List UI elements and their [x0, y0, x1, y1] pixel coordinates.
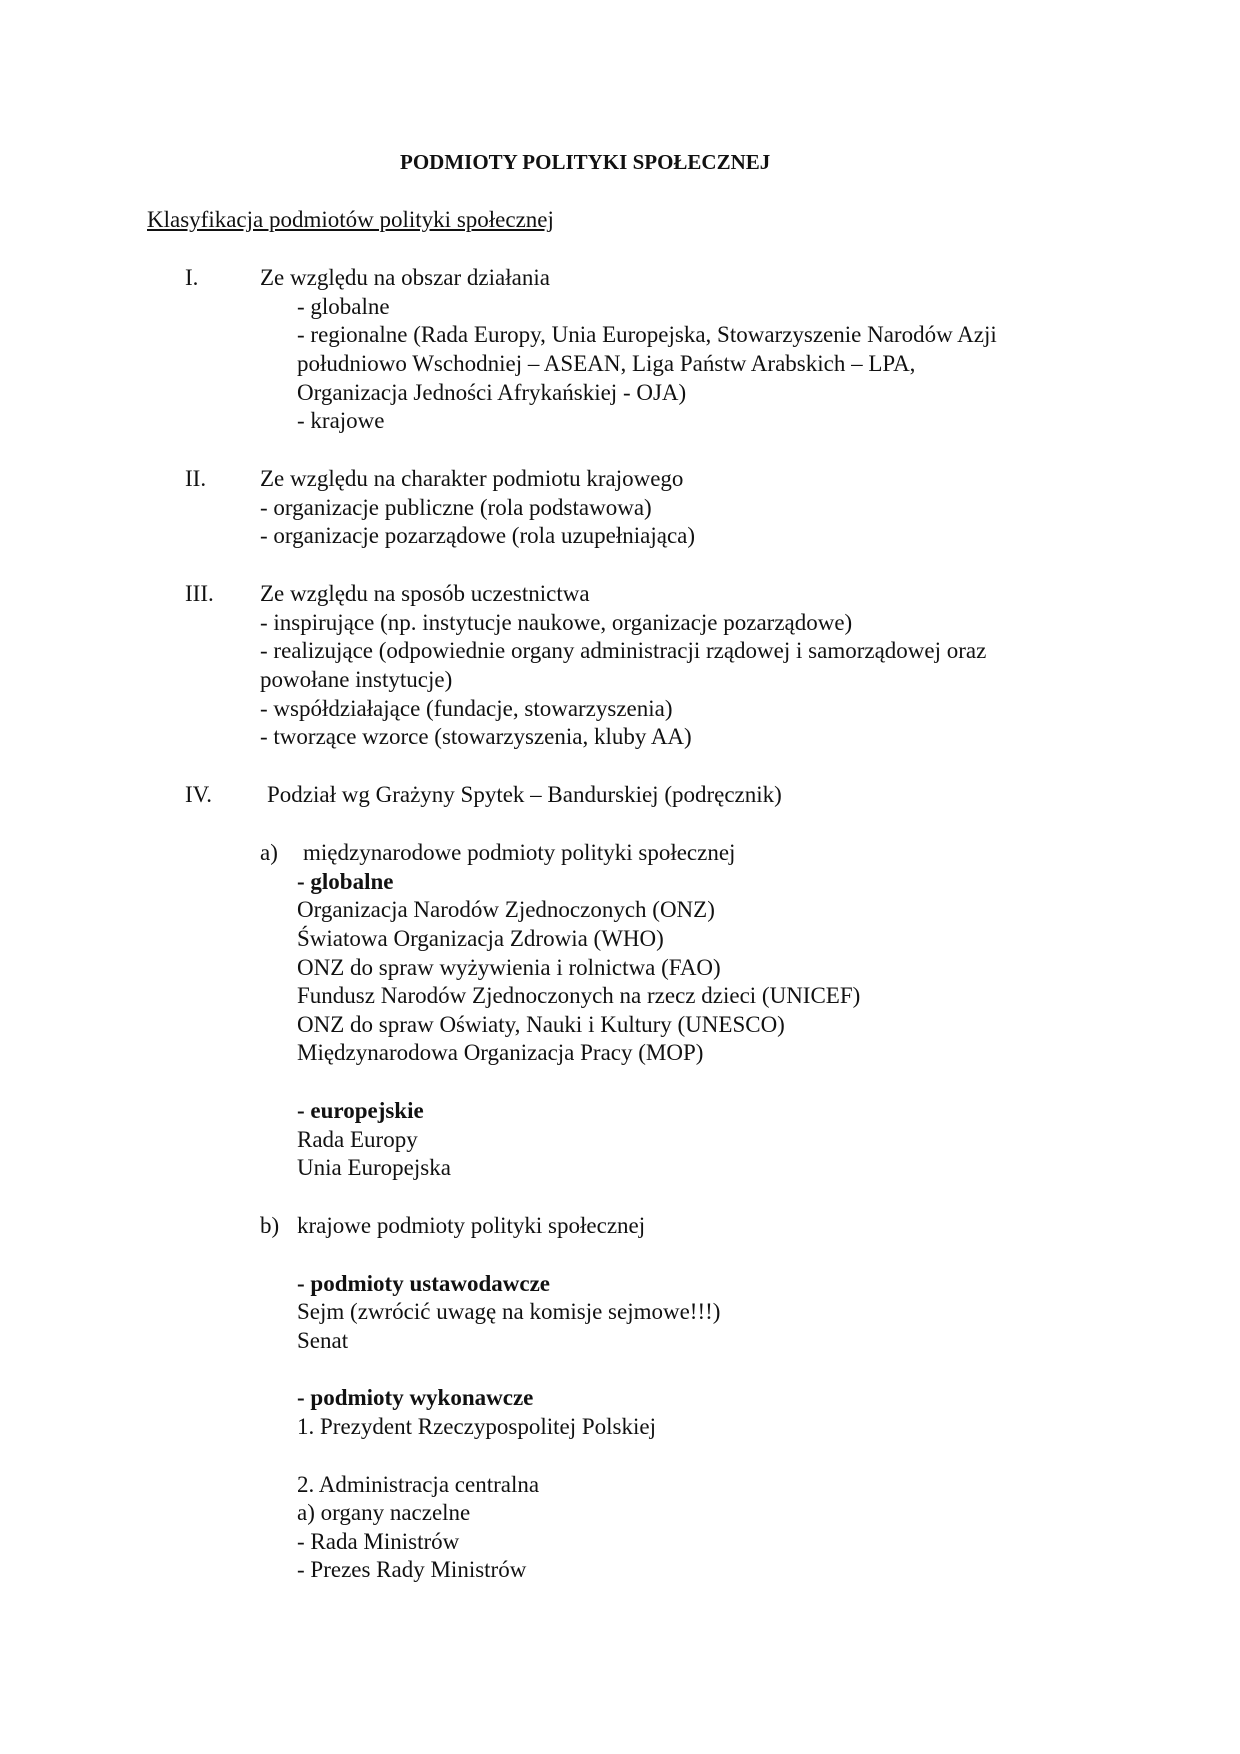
list-item: południowo Wschodniej – ASEAN, Liga Państw Arabskich – LPA,	[297, 351, 916, 376]
list-item: - krajowe	[297, 408, 385, 433]
subsection-letter: b)	[260, 1213, 280, 1238]
list-item: - organizacje publiczne (rola podstawowa)	[260, 495, 652, 520]
section-heading: Podział wg Grażyny Spytek – Bandurskiej (podręcznik)	[267, 782, 782, 807]
section-heading: Ze względu na obszar działania	[260, 265, 550, 290]
page-title: PODMIOTY POLITYKI SPOŁECZNEJ	[400, 150, 771, 174]
subsection-letter: a)	[260, 840, 278, 865]
list-item: - globalne	[297, 294, 390, 319]
section-number: III.	[185, 581, 214, 606]
list-item: - Rada Ministrów	[297, 1529, 460, 1554]
group-label-european: - europejskie	[297, 1098, 424, 1123]
list-item: Organizacja Jedności Afrykańskiej - OJA)	[297, 380, 687, 405]
list-item: ONZ do spraw Oświaty, Nauki i Kultury (UNESCO)	[297, 1012, 785, 1037]
group-label-executive: - podmioty wykonawcze	[297, 1385, 534, 1410]
section-heading: Ze względu na charakter podmiotu krajowego	[260, 466, 684, 491]
list-item: - Prezes Rady Ministrów	[297, 1557, 527, 1582]
list-item: Fundusz Narodów Zjednoczonych na rzecz dzieci (UNICEF)	[297, 983, 861, 1008]
list-item: a) organy naczelne	[297, 1500, 471, 1525]
subtitle: Klasyfikacja podmiotów polityki społecznej	[147, 207, 554, 232]
list-item: Sejm (zwrócić uwagę na komisje sejmowe!!!)	[297, 1299, 721, 1324]
section-number: IV.	[185, 782, 213, 807]
list-item: 1. Prezydent Rzeczypospolitej Polskiej	[297, 1414, 656, 1439]
section-heading: Ze względu na sposób uczestnictwa	[260, 581, 590, 606]
list-item: Senat	[297, 1328, 349, 1353]
group-label-legislative: - podmioty ustawodawcze	[297, 1271, 550, 1296]
list-item: - inspirujące (np. instytucje naukowe, organizacje pozarządowe)	[260, 610, 853, 635]
list-item: ONZ do spraw wyżywienia i rolnictwa (FAO)	[297, 955, 721, 980]
section-number: I.	[185, 265, 199, 290]
list-item: Rada Europy	[297, 1127, 418, 1152]
section-number: II.	[185, 466, 207, 491]
list-item: Organizacja Narodów Zjednoczonych (ONZ)	[297, 897, 715, 922]
list-item: - tworzące wzorce (stowarzyszenia, kluby AA)	[260, 724, 692, 749]
list-item: - regionalne (Rada Europy, Unia Europejska, Stowarzyszenie Narodów Azji	[297, 322, 997, 347]
list-item: Międzynarodowa Organizacja Pracy (MOP)	[297, 1040, 704, 1065]
list-item: powołane instytucje)	[260, 667, 453, 692]
list-item: Unia Europejska	[297, 1155, 451, 1180]
list-item: 2. Administracja centralna	[297, 1472, 540, 1497]
list-item: Światowa Organizacja Zdrowia (WHO)	[297, 926, 664, 951]
subsection-heading: krajowe podmioty polityki społecznej	[297, 1213, 646, 1238]
group-label-global: - globalne	[297, 869, 394, 894]
list-item: - organizacje pozarządowe (rola uzupełniająca)	[260, 523, 696, 548]
subsection-heading: międzynarodowe podmioty polityki społecznej	[303, 840, 736, 865]
list-item: - realizujące (odpowiednie organy administracji rządowej i samorządowej oraz	[260, 638, 987, 663]
list-item: - współdziałające (fundacje, stowarzyszenia)	[260, 696, 673, 721]
